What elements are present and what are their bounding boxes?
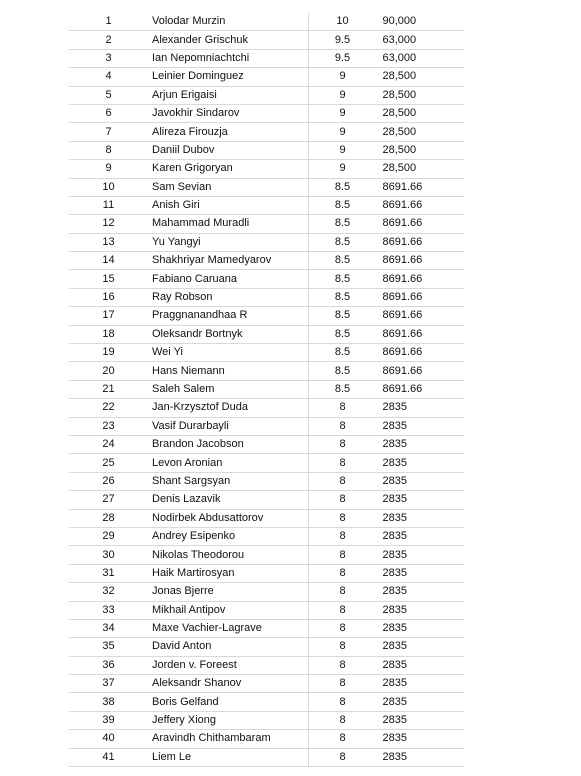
prize-cell[interactable]: 8691.66 <box>377 325 464 343</box>
score-cell[interactable]: 9 <box>308 123 377 141</box>
prize-cell[interactable]: 2835 <box>377 638 464 656</box>
score-cell[interactable]: 8.5 <box>308 233 377 251</box>
player-name-cell[interactable]: Jeffery Xiong <box>148 711 308 729</box>
standings-table <box>69 13 464 767</box>
score-cell[interactable]: 8.5 <box>308 380 377 398</box>
rank-cell[interactable]: 37 <box>69 675 148 693</box>
player-name-cell[interactable]: Arjun Erigaisi <box>148 86 308 104</box>
player-name-cell[interactable]: Sam Sevian <box>148 178 308 196</box>
player-name-cell[interactable]: Saleh Salem <box>148 380 308 398</box>
prize-cell[interactable]: 2835 <box>377 546 464 564</box>
player-name-cell[interactable]: David Anton <box>148 638 308 656</box>
rank-cell[interactable]: 5 <box>69 86 148 104</box>
prize-cell[interactable]: 2835 <box>377 527 464 545</box>
player-name-cell[interactable]: Alexander Grischuk <box>148 31 308 49</box>
prize-cell[interactable]: 8691.66 <box>377 233 464 251</box>
rank-cell[interactable]: 11 <box>69 196 148 214</box>
player-name-cell[interactable]: Leinier Dominguez <box>148 68 308 86</box>
table-row <box>69 49 464 67</box>
rank-cell[interactable]: 27 <box>69 491 148 509</box>
prize-cell[interactable]: 2835 <box>377 509 464 527</box>
prize-cell[interactable]: 8691.66 <box>377 288 464 306</box>
prize-cell[interactable]: 63,000 <box>377 49 464 67</box>
prize-cell[interactable]: 2835 <box>377 656 464 674</box>
rank-cell[interactable]: 22 <box>69 399 148 417</box>
score-cell[interactable]: 8.5 <box>308 344 377 362</box>
rank-cell[interactable]: 21 <box>69 380 148 398</box>
prize-cell[interactable]: 8691.66 <box>377 196 464 214</box>
rank-cell[interactable]: 7 <box>69 123 148 141</box>
rank-cell[interactable]: 30 <box>69 546 148 564</box>
player-name-cell[interactable]: Mahammad Muradli <box>148 215 308 233</box>
prize-cell[interactable]: 28,500 <box>377 104 464 122</box>
table-row <box>69 233 464 251</box>
player-name-cell[interactable]: Fabiano Caruana <box>148 270 308 288</box>
rank-cell[interactable]: 26 <box>69 472 148 490</box>
score-cell[interactable]: 10 <box>308 13 377 31</box>
score-cell[interactable]: 8.5 <box>308 307 377 325</box>
player-name-cell[interactable]: Javokhir Sindarov <box>148 104 308 122</box>
player-name-cell[interactable]: Andrey Esipenko <box>148 527 308 545</box>
rank-cell[interactable]: 38 <box>69 693 148 711</box>
rank-cell[interactable]: 13 <box>69 233 148 251</box>
score-cell[interactable]: 8 <box>308 619 377 637</box>
player-name-cell[interactable]: Jonas Bjerre <box>148 583 308 601</box>
rank-cell[interactable]: 15 <box>69 270 148 288</box>
rank-cell[interactable]: 25 <box>69 454 148 472</box>
player-name-cell[interactable]: Shant Sargsyan <box>148 472 308 490</box>
rank-cell[interactable]: 17 <box>69 307 148 325</box>
rank-cell[interactable]: 16 <box>69 288 148 306</box>
prize-cell[interactable]: 2835 <box>377 564 464 582</box>
rank-cell[interactable]: 8 <box>69 141 148 159</box>
prize-cell[interactable]: 28,500 <box>377 86 464 104</box>
score-cell[interactable]: 8 <box>308 472 377 490</box>
rank-cell[interactable]: 36 <box>69 656 148 674</box>
table-row <box>69 141 464 159</box>
score-cell[interactable]: 9 <box>308 160 377 178</box>
prize-cell[interactable]: 2835 <box>377 399 464 417</box>
player-name-cell[interactable]: Jorden v. Foreest <box>148 656 308 674</box>
table-row <box>69 748 464 766</box>
player-name-cell[interactable]: Haik Martirosyan <box>148 564 308 582</box>
rank-cell[interactable]: 12 <box>69 215 148 233</box>
table-row <box>69 472 464 490</box>
prize-cell[interactable]: 28,500 <box>377 123 464 141</box>
table-row <box>69 270 464 288</box>
rank-cell[interactable]: 6 <box>69 104 148 122</box>
rank-cell[interactable]: 20 <box>69 362 148 380</box>
score-cell[interactable]: 9 <box>308 86 377 104</box>
table-row <box>69 730 464 748</box>
prize-cell[interactable]: 2835 <box>377 601 464 619</box>
rank-cell[interactable]: 14 <box>69 252 148 270</box>
table-row <box>69 362 464 380</box>
score-cell[interactable]: 8 <box>308 748 377 766</box>
rank-cell[interactable]: 1 <box>69 13 148 31</box>
prize-cell[interactable]: 8691.66 <box>377 362 464 380</box>
player-name-cell[interactable]: Vasif Durarbayli <box>148 417 308 435</box>
score-cell[interactable]: 9 <box>308 141 377 159</box>
player-name-cell[interactable]: Karen Grigoryan <box>148 160 308 178</box>
rank-cell[interactable]: 18 <box>69 325 148 343</box>
table-row <box>69 215 464 233</box>
score-cell[interactable]: 8 <box>308 564 377 582</box>
table-row <box>69 711 464 729</box>
score-cell[interactable]: 8 <box>308 583 377 601</box>
table-row <box>69 104 464 122</box>
rank-cell[interactable]: 39 <box>69 711 148 729</box>
table-row <box>69 564 464 582</box>
score-cell[interactable]: 8 <box>308 546 377 564</box>
player-name-cell[interactable]: Aravindh Chithambaram <box>148 730 308 748</box>
score-cell[interactable]: 8 <box>308 656 377 674</box>
table-row <box>69 68 464 86</box>
table-row <box>69 86 464 104</box>
rank-cell[interactable]: 29 <box>69 527 148 545</box>
table-row <box>69 601 464 619</box>
score-cell[interactable]: 8.5 <box>308 178 377 196</box>
prize-cell[interactable]: 2835 <box>377 417 464 435</box>
prize-cell[interactable]: 8691.66 <box>377 252 464 270</box>
player-name-cell[interactable]: Ray Robson <box>148 288 308 306</box>
rank-cell[interactable]: 2 <box>69 31 148 49</box>
rank-cell[interactable]: 33 <box>69 601 148 619</box>
rank-cell[interactable]: 10 <box>69 178 148 196</box>
score-cell[interactable]: 8 <box>308 417 377 435</box>
prize-cell[interactable]: 2835 <box>377 748 464 766</box>
prize-cell[interactable]: 90,000 <box>377 13 464 31</box>
prize-cell[interactable]: 63,000 <box>377 31 464 49</box>
player-name-cell[interactable]: Alireza Firouzja <box>148 123 308 141</box>
player-name-cell[interactable]: Daniil Dubov <box>148 141 308 159</box>
table-row <box>69 675 464 693</box>
score-cell[interactable]: 8.5 <box>308 325 377 343</box>
prize-cell[interactable]: 8691.66 <box>377 380 464 398</box>
rank-cell[interactable]: 23 <box>69 417 148 435</box>
score-cell[interactable]: 8 <box>308 601 377 619</box>
prize-cell[interactable]: 28,500 <box>377 68 464 86</box>
player-name-cell[interactable]: Volodar Murzin <box>148 13 308 31</box>
prize-cell[interactable]: 2835 <box>377 675 464 693</box>
rank-cell[interactable]: 4 <box>69 68 148 86</box>
score-cell[interactable]: 8 <box>308 491 377 509</box>
score-cell[interactable]: 8 <box>308 527 377 545</box>
score-cell[interactable]: 8 <box>308 454 377 472</box>
score-cell[interactable]: 8 <box>308 693 377 711</box>
rank-cell[interactable]: 3 <box>69 49 148 67</box>
table-row <box>69 546 464 564</box>
score-cell[interactable]: 8 <box>308 711 377 729</box>
score-cell[interactable]: 8 <box>308 638 377 656</box>
score-cell[interactable]: 9.5 <box>308 49 377 67</box>
player-name-cell[interactable]: Maxe Vachier-Lagrave <box>148 619 308 637</box>
score-cell[interactable]: 8 <box>308 730 377 748</box>
standings-body <box>69 13 464 767</box>
player-name-cell[interactable]: Aleksandr Shanov <box>148 675 308 693</box>
score-cell[interactable]: 8.5 <box>308 288 377 306</box>
table-row <box>69 178 464 196</box>
table-row <box>69 638 464 656</box>
player-name-cell[interactable]: Oleksandr Bortnyk <box>148 325 308 343</box>
table-row <box>69 619 464 637</box>
score-cell[interactable]: 8 <box>308 509 377 527</box>
rank-cell[interactable]: 34 <box>69 619 148 637</box>
table-row <box>69 693 464 711</box>
rank-cell[interactable]: 28 <box>69 509 148 527</box>
rank-cell[interactable]: 32 <box>69 583 148 601</box>
prize-cell[interactable]: 2835 <box>377 435 464 453</box>
prize-cell[interactable]: 2835 <box>377 711 464 729</box>
player-name-cell[interactable]: Ian Nepomniachtchi <box>148 49 308 67</box>
player-name-cell[interactable]: Shakhriyar Mamedyarov <box>148 252 308 270</box>
table-row <box>69 31 464 49</box>
table-row <box>69 307 464 325</box>
table-row <box>69 454 464 472</box>
score-cell[interactable]: 8.5 <box>308 196 377 214</box>
score-cell[interactable]: 8.5 <box>308 252 377 270</box>
rank-cell[interactable]: 35 <box>69 638 148 656</box>
prize-cell[interactable]: 8691.66 <box>377 178 464 196</box>
score-cell[interactable]: 8 <box>308 675 377 693</box>
player-name-cell[interactable]: Yu Yangyi <box>148 233 308 251</box>
table-row <box>69 13 464 31</box>
prize-cell[interactable]: 8691.66 <box>377 270 464 288</box>
prize-cell[interactable]: 2835 <box>377 454 464 472</box>
table-row <box>69 509 464 527</box>
prize-cell[interactable]: 8691.66 <box>377 344 464 362</box>
player-name-cell[interactable]: Anish Giri <box>148 196 308 214</box>
table-row <box>69 252 464 270</box>
player-name-cell[interactable]: Nikolas Theodorou <box>148 546 308 564</box>
rank-cell[interactable]: 40 <box>69 730 148 748</box>
score-cell[interactable]: 9 <box>308 104 377 122</box>
table-row <box>69 435 464 453</box>
player-name-cell[interactable]: Mikhail Antipov <box>148 601 308 619</box>
prize-cell[interactable]: 2835 <box>377 619 464 637</box>
score-cell[interactable]: 8.5 <box>308 215 377 233</box>
rank-cell[interactable]: 24 <box>69 435 148 453</box>
score-cell[interactable]: 8.5 <box>308 270 377 288</box>
score-cell[interactable]: 8 <box>308 399 377 417</box>
player-name-cell[interactable]: Wei Yi <box>148 344 308 362</box>
player-name-cell[interactable]: Jan-Krzysztof Duda <box>148 399 308 417</box>
prize-cell[interactable]: 2835 <box>377 583 464 601</box>
player-name-cell[interactable]: Boris Gelfand <box>148 693 308 711</box>
rank-cell[interactable]: 19 <box>69 344 148 362</box>
player-name-cell[interactable]: Nodirbek Abdusattorov <box>148 509 308 527</box>
prize-cell[interactable]: 2835 <box>377 491 464 509</box>
table-row <box>69 288 464 306</box>
prize-cell[interactable]: 28,500 <box>377 141 464 159</box>
rank-cell[interactable]: 41 <box>69 748 148 766</box>
score-cell[interactable]: 9 <box>308 68 377 86</box>
table-row <box>69 160 464 178</box>
table-row <box>69 656 464 674</box>
rank-cell[interactable]: 31 <box>69 564 148 582</box>
player-name-cell[interactable]: Denis Lazavik <box>148 491 308 509</box>
table-row <box>69 325 464 343</box>
table-row <box>69 123 464 141</box>
score-cell[interactable]: 8.5 <box>308 362 377 380</box>
score-cell[interactable]: 8 <box>308 435 377 453</box>
score-cell[interactable]: 9.5 <box>308 31 377 49</box>
table-row <box>69 399 464 417</box>
player-name-cell[interactable]: Levon Aronian <box>148 454 308 472</box>
table-row <box>69 380 464 398</box>
rank-cell[interactable]: 9 <box>69 160 148 178</box>
table-row <box>69 583 464 601</box>
player-name-cell[interactable]: Liem Le <box>148 748 308 766</box>
player-name-cell[interactable]: Brandon Jacobson <box>148 435 308 453</box>
prize-cell[interactable]: 8691.66 <box>377 215 464 233</box>
prize-cell[interactable]: 2835 <box>377 693 464 711</box>
player-name-cell[interactable]: Praggnanandhaa R <box>148 307 308 325</box>
table-row <box>69 344 464 362</box>
table-row <box>69 417 464 435</box>
prize-cell[interactable]: 28,500 <box>377 160 464 178</box>
table-row <box>69 491 464 509</box>
player-name-cell[interactable]: Hans Niemann <box>148 362 308 380</box>
prize-cell[interactable]: 2835 <box>377 730 464 748</box>
table-row <box>69 196 464 214</box>
table-row <box>69 527 464 545</box>
prize-cell[interactable]: 8691.66 <box>377 307 464 325</box>
prize-cell[interactable]: 2835 <box>377 472 464 490</box>
